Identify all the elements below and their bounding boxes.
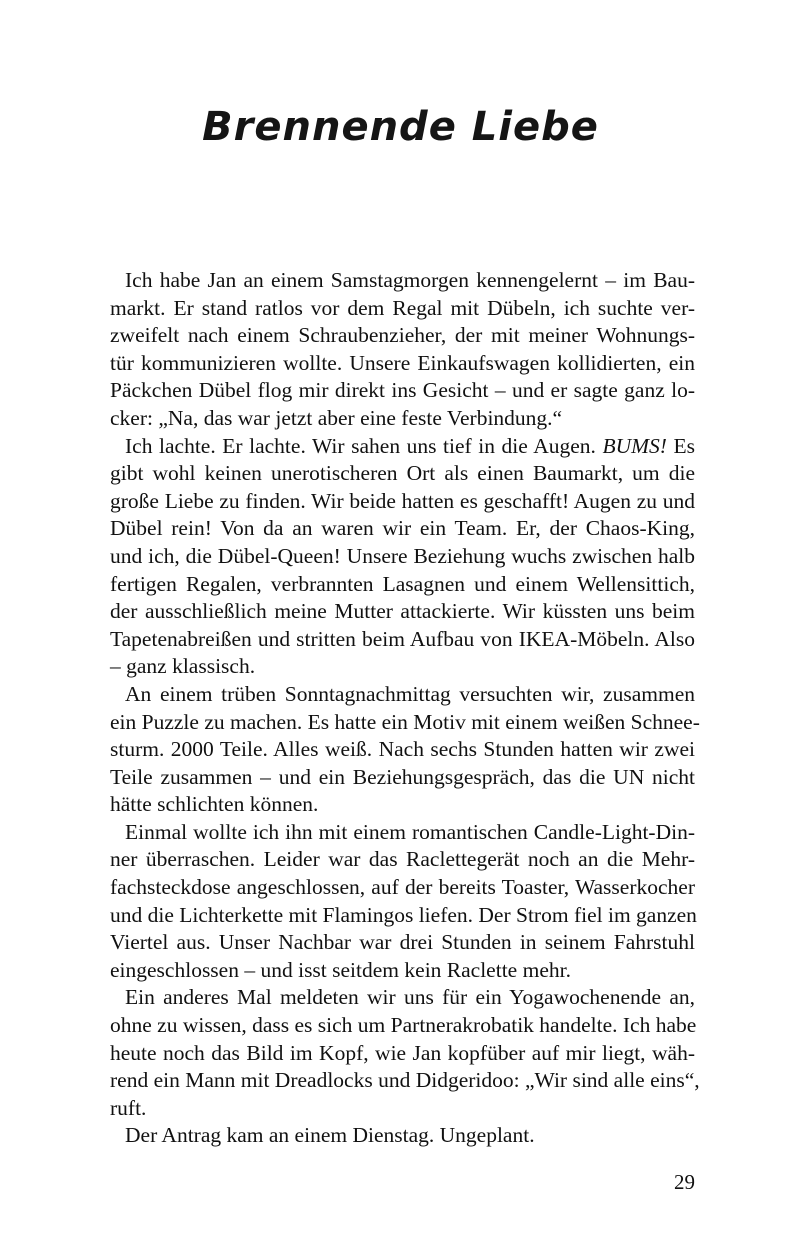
text-line xyxy=(110,902,695,930)
text-line xyxy=(110,433,695,461)
text-line-content: – ganz klassisch. xyxy=(110,654,256,679)
text-line-content: rend ein Mann mit Dreadlocks und Didgeridoo: „Wir sind alle eins“, xyxy=(110,1068,700,1093)
text-line-content: ein Puzzle zu machen. Es hatte ein Motiv mit einem weißen Schnee- xyxy=(110,709,700,734)
text-line-content: An einem trüben Sonntagnachmittag versuchten wir, zusammen xyxy=(125,681,695,706)
text-line xyxy=(110,653,695,681)
text-line xyxy=(110,1067,700,1095)
text-line-content: ner überraschen. Leider war das Raclettegerät noch an die Mehr- xyxy=(110,847,695,872)
text-line-content: Einmal wollte ich ihn mit einem romantischen Candle-Light-Din- xyxy=(125,819,695,844)
text-line-content: heute noch das Bild im Kopf, wie Jan kopfüber auf mir liegt, wäh- xyxy=(110,1040,695,1065)
text-line-content: Viertel aus. Unser Nachbar war drei Stunden in seinem Fahrstuhl xyxy=(110,930,695,955)
text-line-content: und die Lichterkette mit Flamingos liefen. Der Strom fiel im ganzen xyxy=(110,902,697,927)
text-line-content: hätte schlichten können. xyxy=(110,792,319,817)
text-line-content: Ein anderes Mal meldeten wir uns für ein Yogawochenende an, xyxy=(125,985,695,1010)
text-line xyxy=(110,709,700,737)
text-line xyxy=(110,405,695,433)
text-line xyxy=(110,681,695,709)
text-line-content: Tapetenabreißen und stritten beim Aufbau von IKEA-Möbeln. Also xyxy=(110,626,695,651)
text-line-content: Ich lachte. Er lachte. Wir sahen uns tief in die Augen. xyxy=(125,433,596,458)
text-line-content: tür kommunizieren wollte. Unsere Einkaufswagen kollidierten, ein xyxy=(110,350,695,375)
chapter-title: Brennende Liebe xyxy=(202,104,599,150)
text-line xyxy=(110,267,695,295)
text-line xyxy=(110,764,695,792)
text-line-content: ohne zu wissen, dass es sich um Partnerakrobatik handelte. Ich habe xyxy=(110,1013,697,1038)
text-line xyxy=(110,377,695,405)
text-line-content: fachsteckdose angeschlossen, auf der bereits Toaster, Wasserkocher xyxy=(110,875,695,900)
text-line-content: Der Antrag kam an einem Dienstag. Ungeplant. xyxy=(125,1123,535,1148)
text-line-content: gibt wohl keinen unerotischeren Ort als einen Baumarkt, um die xyxy=(110,461,695,486)
text-line-content: Päckchen Dübel flog mir direkt ins Gesicht – und er sagte ganz lo- xyxy=(110,378,695,403)
text-line xyxy=(110,736,695,764)
text-line-tail: Es xyxy=(673,433,695,458)
text-line-content: Dübel rein! Von da an waren wir ein Team. Er, der Chaos-King, xyxy=(110,516,695,541)
text-line-content: eingeschlossen – und isst seitdem kein Raclette mehr. xyxy=(110,957,571,982)
text-line-content: fertigen Regalen, verbrannten Lasagnen und einem Wellensittich, xyxy=(110,571,695,596)
page-number: 29 xyxy=(674,1170,695,1194)
text-line xyxy=(110,515,695,543)
text-line xyxy=(110,322,695,350)
text-line-content: und ich, die Dübel-Queen! Unsere Beziehung wuchs zwischen halb xyxy=(110,543,695,568)
text-line xyxy=(110,984,695,1012)
text-line-content: ruft. xyxy=(110,1095,147,1120)
text-line xyxy=(110,1012,695,1040)
text-line-content: markt. Er stand ratlos vor dem Regal mit Dübeln, ich suchte ver- xyxy=(110,295,695,320)
text-line xyxy=(110,1122,695,1150)
body-text xyxy=(110,267,700,1150)
text-line-content: Ich habe Jan an einem Samstagmorgen kennengelernt – im Bau- xyxy=(125,268,695,292)
text-line-content: cker: „Na, das war jetzt aber eine feste Verbindung.“ xyxy=(110,405,563,430)
emphasis-text: BUMS! xyxy=(602,433,667,458)
text-line xyxy=(110,598,695,626)
text-line xyxy=(110,626,695,654)
text-line-content: sturm. 2000 Teile. Alles weiß. Nach sechs Stunden hatten wir zwei xyxy=(110,737,695,762)
text-line-content: Teile zusammen – und ein Beziehungsgespräch, das die UN nicht xyxy=(110,764,695,789)
text-line xyxy=(110,571,695,599)
text-line xyxy=(110,460,695,488)
text-line xyxy=(110,543,695,571)
text-line xyxy=(110,488,695,516)
text-line xyxy=(110,957,695,985)
text-line xyxy=(110,350,695,378)
text-line xyxy=(110,1095,695,1123)
text-line-content: der ausschließlich meine Mutter attackierte. Wir küssten uns beim xyxy=(110,599,695,624)
text-line xyxy=(110,846,695,874)
text-line-content: zweifelt nach einem Schraubenzieher, der mit meiner Wohnungs- xyxy=(110,323,695,348)
text-line-content: große Liebe zu finden. Wir beide hatten es geschafft! Augen zu und xyxy=(110,488,695,513)
text-line xyxy=(110,819,695,847)
text-line xyxy=(110,791,695,819)
text-line xyxy=(110,1040,695,1068)
text-line xyxy=(110,929,695,957)
text-line xyxy=(110,295,695,323)
text-line xyxy=(110,874,695,902)
